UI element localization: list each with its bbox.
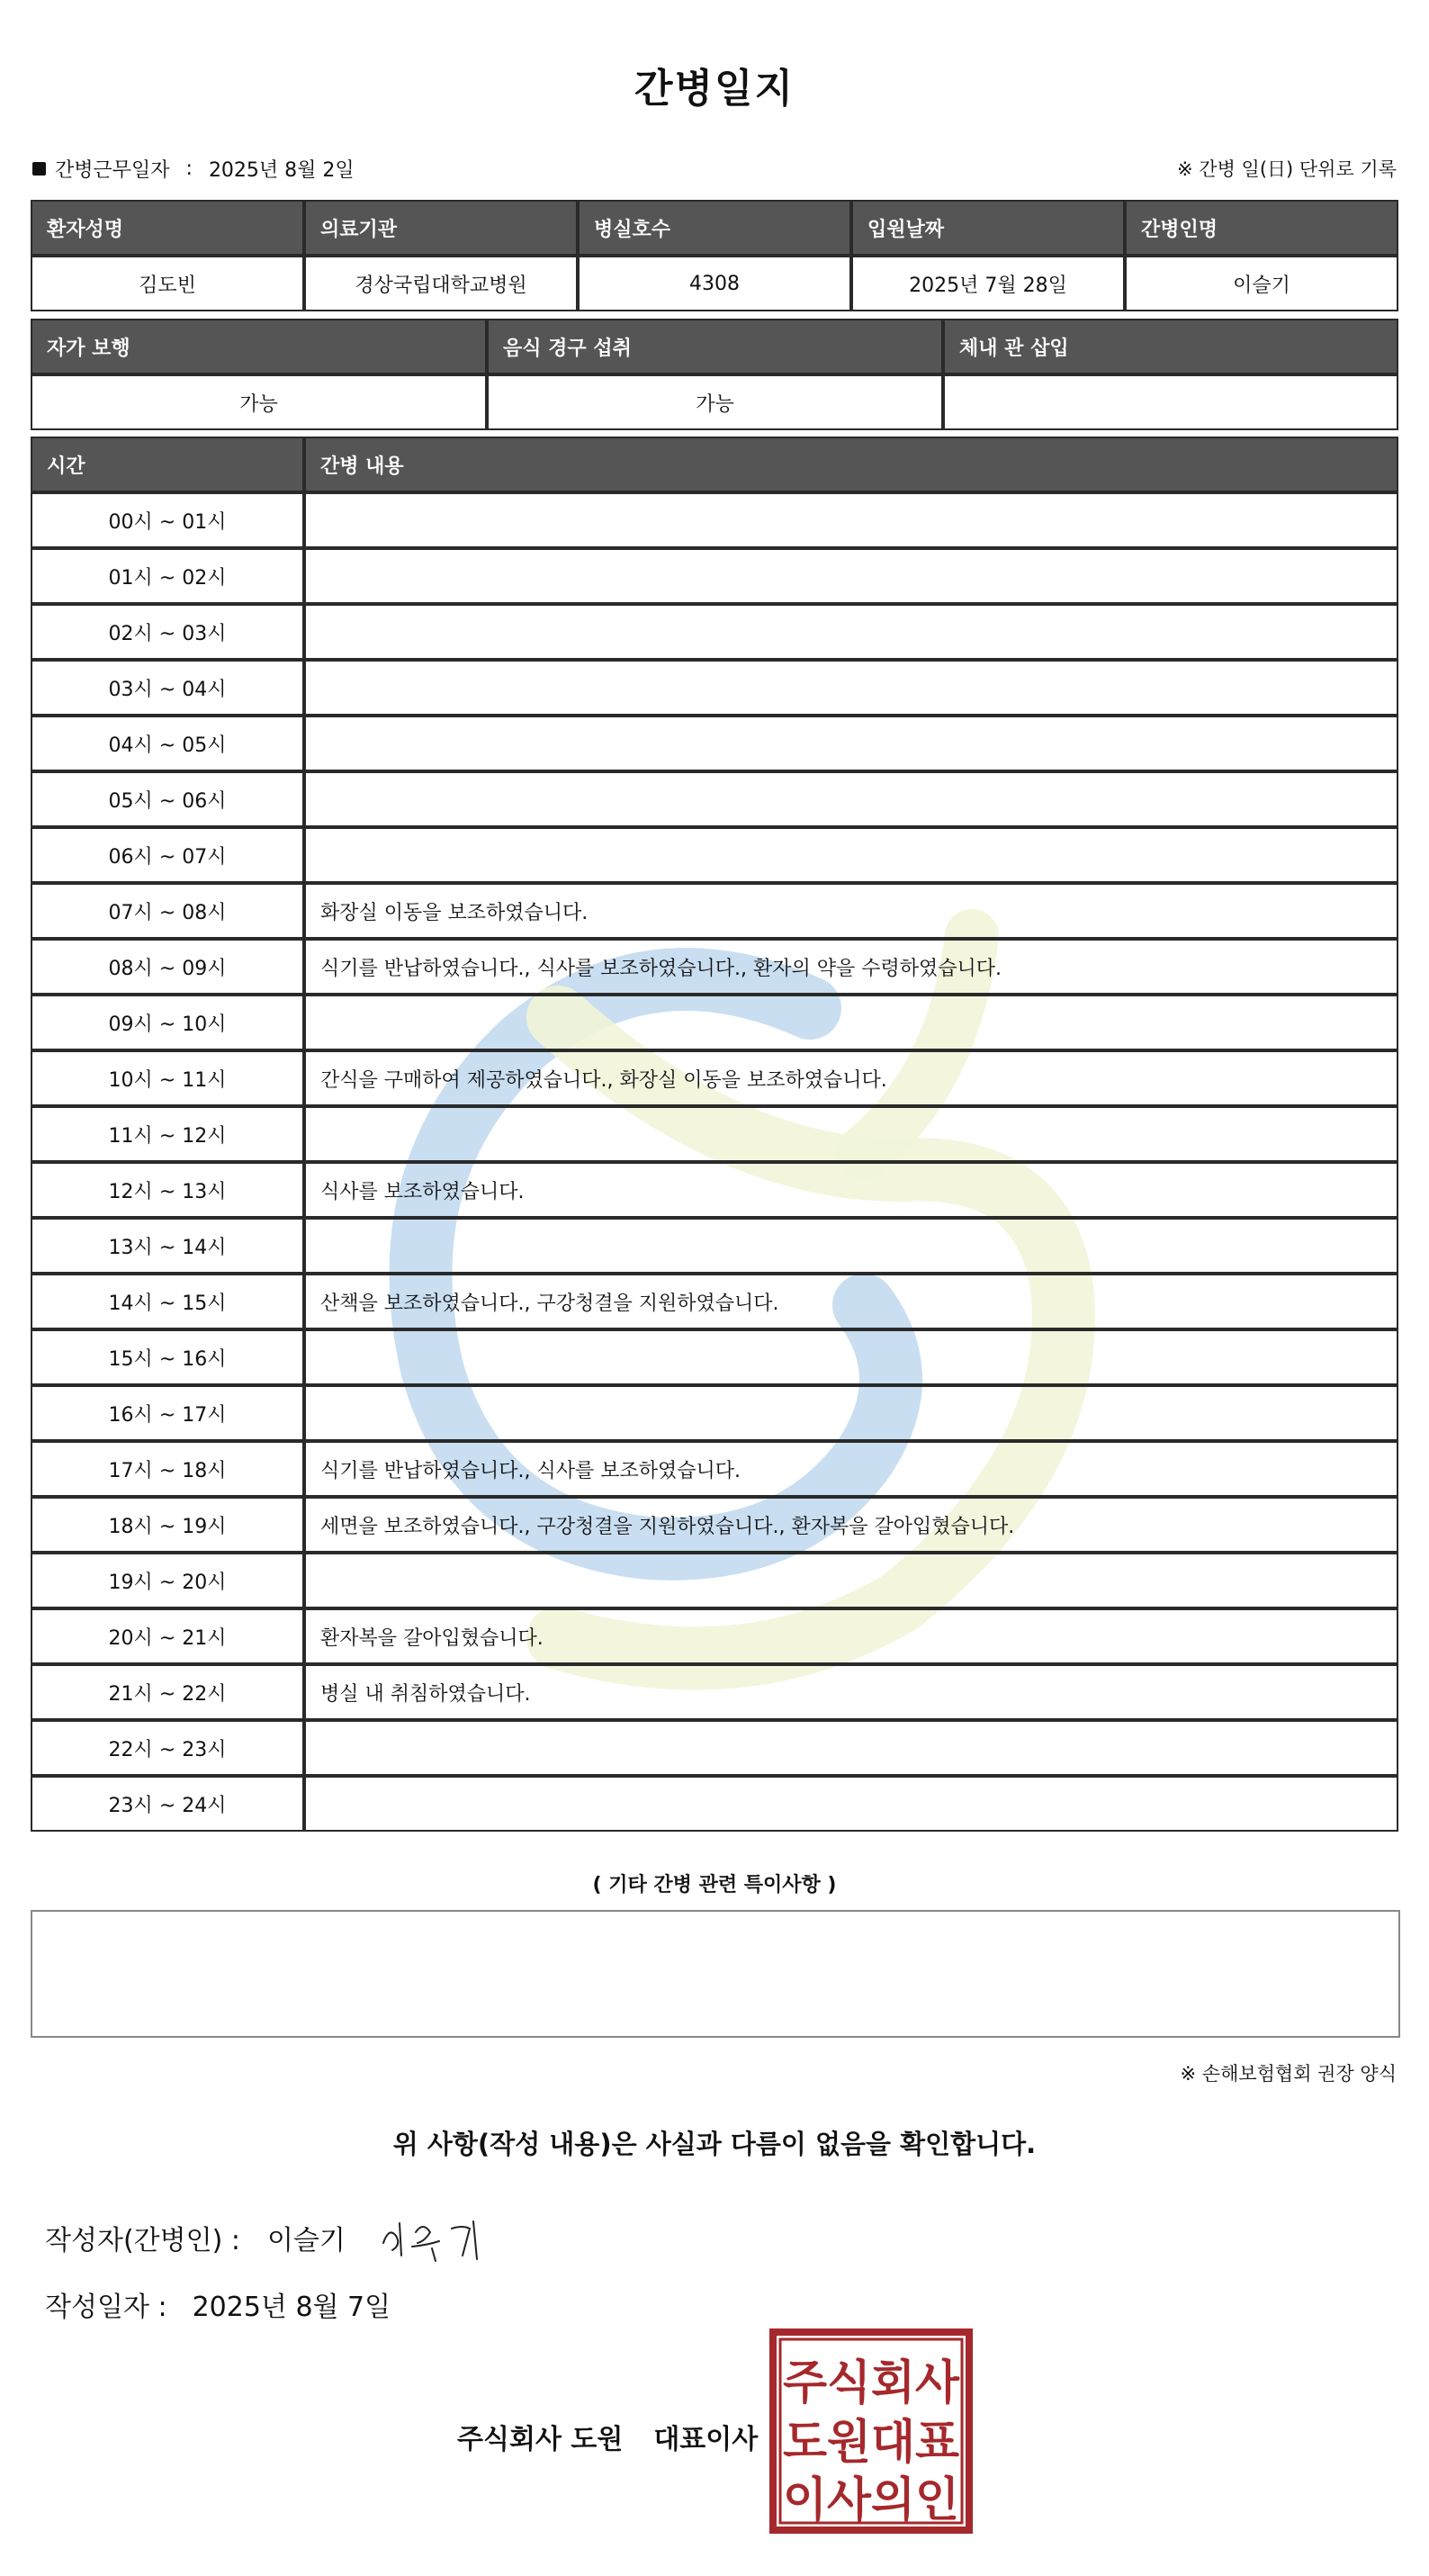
status-header-row xyxy=(31,319,1398,374)
log-time-cell: 01시 ~ 02시 xyxy=(31,548,304,604)
patient-name: 김도빈 xyxy=(31,256,304,311)
company-name: 주식회사 도원 xyxy=(457,2424,624,2455)
seal-line-3: 이사의인 xyxy=(783,2473,959,2527)
table-row xyxy=(31,548,1398,604)
patient-status-table xyxy=(31,319,1398,430)
table-row xyxy=(31,1050,1398,1106)
care-log-table xyxy=(31,437,1398,1832)
work-date-value: 2025년 8월 2일 xyxy=(208,159,355,182)
log-header-row xyxy=(31,437,1398,492)
log-content-cell xyxy=(304,1385,1398,1441)
status-value-row xyxy=(31,374,1398,430)
table-row xyxy=(31,1385,1398,1441)
table-row xyxy=(31,995,1398,1050)
log-content-cell xyxy=(304,548,1398,604)
table-row xyxy=(31,827,1398,883)
table-row xyxy=(31,1329,1398,1385)
log-content-cell xyxy=(304,995,1398,1050)
handwritten-signature xyxy=(376,2205,493,2268)
patient-info-value-row xyxy=(31,256,1398,311)
table-row xyxy=(31,1441,1398,1497)
log-content-cell: 화장실 이동을 보조하였습니다. xyxy=(304,883,1398,939)
written-date-line xyxy=(45,2284,391,2324)
patient-info-table xyxy=(31,200,1398,311)
log-time-cell: 03시 ~ 04시 xyxy=(31,660,304,716)
log-content-cell: 식기를 반납하였습니다., 식사를 보조하였습니다. xyxy=(304,1441,1398,1497)
log-content-cell xyxy=(304,660,1398,716)
log-content-cell xyxy=(304,1218,1398,1274)
header-admission-date: 입원날짜 xyxy=(851,200,1125,256)
header-patient-name: 환자성명 xyxy=(31,200,304,256)
written-date-value: 2025년 8월 7일 xyxy=(192,2292,391,2323)
log-time-cell: 23시 ~ 24시 xyxy=(31,1776,304,1832)
log-time-cell: 19시 ~ 20시 xyxy=(31,1553,304,1608)
table-row xyxy=(31,1664,1398,1720)
log-time-cell: 17시 ~ 18시 xyxy=(31,1441,304,1497)
log-time-cell: 07시 ~ 08시 xyxy=(31,883,304,939)
header-care-content: 간병 내용 xyxy=(304,437,1398,492)
table-row xyxy=(31,604,1398,660)
work-date xyxy=(32,155,355,183)
log-content-cell xyxy=(304,771,1398,827)
admission-date: 2025년 7월 28일 xyxy=(851,256,1125,311)
written-date-label: 작성일자 : xyxy=(45,2292,167,2323)
log-time-cell: 22시 ~ 23시 xyxy=(31,1720,304,1776)
header-caregiver-name: 간병인명 xyxy=(1125,200,1398,256)
log-content-cell xyxy=(304,1106,1398,1162)
table-row xyxy=(31,1274,1398,1329)
log-time-cell: 20시 ~ 21시 xyxy=(31,1608,304,1664)
log-time-cell: 04시 ~ 05시 xyxy=(31,716,304,771)
association-note: ※ 손해보험협회 권장 양식 xyxy=(1180,2063,1397,2085)
remarks-box xyxy=(31,1910,1400,2038)
table-row xyxy=(31,492,1398,548)
unit-note: ※ 간병 일(日) 단위로 기록 xyxy=(1177,158,1397,180)
company-seal xyxy=(769,2328,973,2534)
header-self-walking: 자가 보행 xyxy=(31,319,487,374)
log-content-cell xyxy=(304,827,1398,883)
log-content-cell: 식사를 보조하였습니다. xyxy=(304,1162,1398,1218)
header-oral-intake: 음식 경구 섭취 xyxy=(487,319,943,374)
writer-name: 이슬기 xyxy=(266,2225,346,2256)
company-line xyxy=(457,2417,758,2456)
log-content-cell xyxy=(304,716,1398,771)
log-time-cell: 12시 ~ 13시 xyxy=(31,1162,304,1218)
header-tube-insertion: 체내 관 삽입 xyxy=(943,319,1398,374)
log-time-cell: 11시 ~ 12시 xyxy=(31,1106,304,1162)
log-content-cell xyxy=(304,604,1398,660)
header-time: 시간 xyxy=(31,437,304,492)
table-row xyxy=(31,1776,1398,1832)
tube-insertion-value xyxy=(943,374,1398,430)
log-time-cell: 00시 ~ 01시 xyxy=(31,492,304,548)
table-row xyxy=(31,1162,1398,1218)
table-row xyxy=(31,716,1398,771)
table-row xyxy=(31,1106,1398,1162)
log-time-cell: 13시 ~ 14시 xyxy=(31,1218,304,1274)
table-row xyxy=(31,1720,1398,1776)
log-time-cell: 15시 ~ 16시 xyxy=(31,1329,304,1385)
log-content-cell xyxy=(304,1553,1398,1608)
header-room-number: 병실호수 xyxy=(578,200,851,256)
log-content-cell: 산책을 보조하였습니다., 구강청결을 지원하였습니다. xyxy=(304,1274,1398,1329)
log-content-cell: 세면을 보조하였습니다., 구강청결을 지원하였습니다., 환자복을 갈아입혔습니다. xyxy=(304,1497,1398,1553)
table-row xyxy=(31,939,1398,995)
log-time-cell: 08시 ~ 09시 xyxy=(31,939,304,995)
log-time-cell: 09시 ~ 10시 xyxy=(31,995,304,1050)
writer-label: 작성자(간병인) : xyxy=(45,2225,240,2256)
company-title: 대표이사 xyxy=(653,2424,759,2455)
table-row xyxy=(31,771,1398,827)
caregiver-name: 이슬기 xyxy=(1125,256,1398,311)
work-date-label: 간병근무일자 xyxy=(55,159,170,182)
log-content-cell xyxy=(304,492,1398,548)
room-number: 4308 xyxy=(578,256,851,311)
document-title: 간병일지 xyxy=(634,66,795,112)
confirmation-statement: 위 사항(작성 내용)은 사실과 다름이 없음을 확인합니다. xyxy=(392,2129,1037,2159)
header-hospital: 의료기관 xyxy=(304,200,578,256)
work-date-colon: : xyxy=(185,158,193,180)
log-time-cell: 06시 ~ 07시 xyxy=(31,827,304,883)
log-content-cell xyxy=(304,1720,1398,1776)
seal-line-2: 도원대표 xyxy=(783,2416,959,2470)
log-content-cell: 병실 내 취침하였습니다. xyxy=(304,1664,1398,1720)
log-content-cell: 식기를 반납하였습니다., 식사를 보조하였습니다., 환자의 약을 수령하였습니다. xyxy=(304,939,1398,995)
table-row xyxy=(31,660,1398,716)
seal-line-1: 주식회사 xyxy=(783,2356,960,2410)
writer-line xyxy=(45,2218,346,2257)
table-row xyxy=(31,1608,1398,1664)
self-walking-value: 가능 xyxy=(31,374,487,430)
bullet-square-icon xyxy=(32,162,46,176)
log-content-cell xyxy=(304,1329,1398,1385)
log-time-cell: 16시 ~ 17시 xyxy=(31,1385,304,1441)
log-time-cell: 14시 ~ 15시 xyxy=(31,1274,304,1329)
table-row xyxy=(31,1497,1398,1553)
table-row xyxy=(31,883,1398,939)
log-time-cell: 02시 ~ 03시 xyxy=(31,604,304,660)
patient-info-header-row xyxy=(31,200,1398,256)
log-time-cell: 21시 ~ 22시 xyxy=(31,1664,304,1720)
log-time-cell: 05시 ~ 06시 xyxy=(31,771,304,827)
log-content-cell: 환자복을 갈아입혔습니다. xyxy=(304,1608,1398,1664)
oral-intake-value: 가능 xyxy=(487,374,943,430)
remarks-title: ( 기타 간병 관련 특이사항 ) xyxy=(592,1874,837,1896)
table-row xyxy=(31,1553,1398,1608)
log-content-cell xyxy=(304,1776,1398,1832)
log-time-cell: 10시 ~ 11시 xyxy=(31,1050,304,1106)
hospital-name: 경상국립대학교병원 xyxy=(304,256,578,311)
log-time-cell: 18시 ~ 19시 xyxy=(31,1497,304,1553)
table-row xyxy=(31,1218,1398,1274)
log-content-cell: 간식을 구매하여 제공하였습니다., 화장실 이동을 보조하였습니다. xyxy=(304,1050,1398,1106)
